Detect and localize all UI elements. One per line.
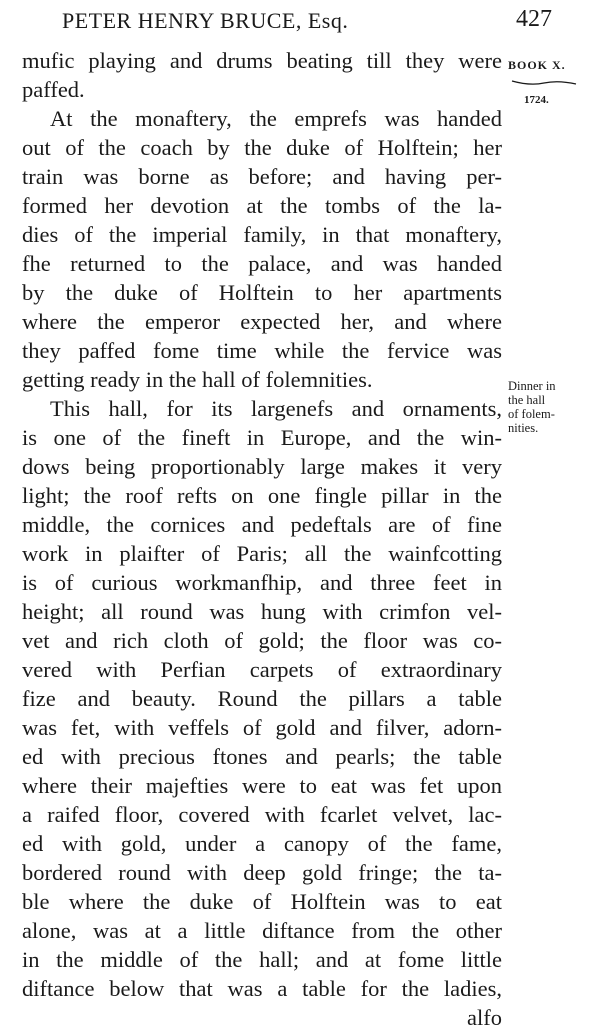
text-line: a raifed floor, covered with fcarlet velvet, lac- [22, 802, 502, 827]
text-line: work in plaifter of Paris; all the wainfcotting [22, 541, 502, 566]
text-line: getting ready in the hall of folemnities. [22, 367, 373, 392]
text-line: train was borne as before; and having per- [22, 164, 502, 189]
text-line: alone, was at a little diftance from the other [22, 918, 502, 943]
text-line: diftance below that was a table for the ladies, [22, 976, 502, 1001]
text-line: fize and beauty. Round the pillars a table [22, 686, 502, 711]
text-line: in the middle of the hall; and at fome little [22, 947, 502, 972]
text-line: bordered round with deep gold fringe; the ta- [22, 860, 502, 885]
catchword: alfo [467, 1005, 502, 1030]
text-line: out of the coach by the duke of Holftein; her [22, 135, 502, 160]
text-line: ed with precious ftones and pearls; the table [22, 744, 502, 769]
margin-note [508, 379, 588, 435]
text-line: by the duke of Holftein to her apartments [22, 280, 502, 305]
text-line: formed her devotion at the tombs of the la- [22, 193, 502, 218]
margin-note-line: of folem- [508, 407, 555, 421]
text-line: height; all round was hung with crimfon vel- [22, 599, 502, 624]
text-line: At the monaftery, the emprefs was handed [50, 106, 502, 131]
text-line: is one of the fineft in Europe, and the win- [22, 425, 502, 450]
text-line: where the emperor expected her, and where [22, 309, 502, 334]
text-line: This hall, for its largenefs and ornaments, [50, 396, 502, 421]
text-line: ble where the duke of Holftein was to eat [22, 889, 502, 914]
margin-note-line: Dinner in [508, 379, 556, 393]
margin-note-line: the hall [508, 393, 546, 407]
text-line: dows being proportionably large makes it very [22, 454, 502, 479]
page-number: 427 [516, 6, 552, 32]
text-line: ed with gold, under a canopy of the fame, [22, 831, 502, 856]
margin-note-line: nities. [508, 421, 539, 435]
margin-book-label: BOOK X. [508, 58, 566, 72]
text-line: light; the roof refts on one fingle pillar in the [22, 483, 502, 508]
text-line: they paffed fome time while the fervice was [22, 338, 502, 363]
body-text [22, 46, 502, 1032]
text-line: fhe returned to the palace, and was handed [22, 251, 502, 276]
running-head: PETER HENRY BRUCE, Esq. [62, 8, 349, 33]
text-line: is of curious workmanfhip, and three feet in [22, 570, 502, 595]
text-line: dies of the imperial family, in that monaftery, [22, 222, 502, 247]
text-line: was fet, with veffels of gold and filver, adorn- [22, 715, 502, 740]
text-line: mufic playing and drums beating till they were [22, 48, 502, 73]
text-line: vered with Perfian carpets of extraordinary [22, 657, 502, 682]
margin-year: 1724. [524, 94, 549, 106]
text-line: middle, the cornices and pedeftals are of fine [22, 512, 502, 537]
text-line: paffed. [22, 77, 85, 102]
margin-rule-ornament [510, 78, 578, 88]
text-line: vet and rich cloth of gold; the floor was co- [22, 628, 502, 653]
text-line: where their majefties were to eat was fet upon [22, 773, 502, 798]
